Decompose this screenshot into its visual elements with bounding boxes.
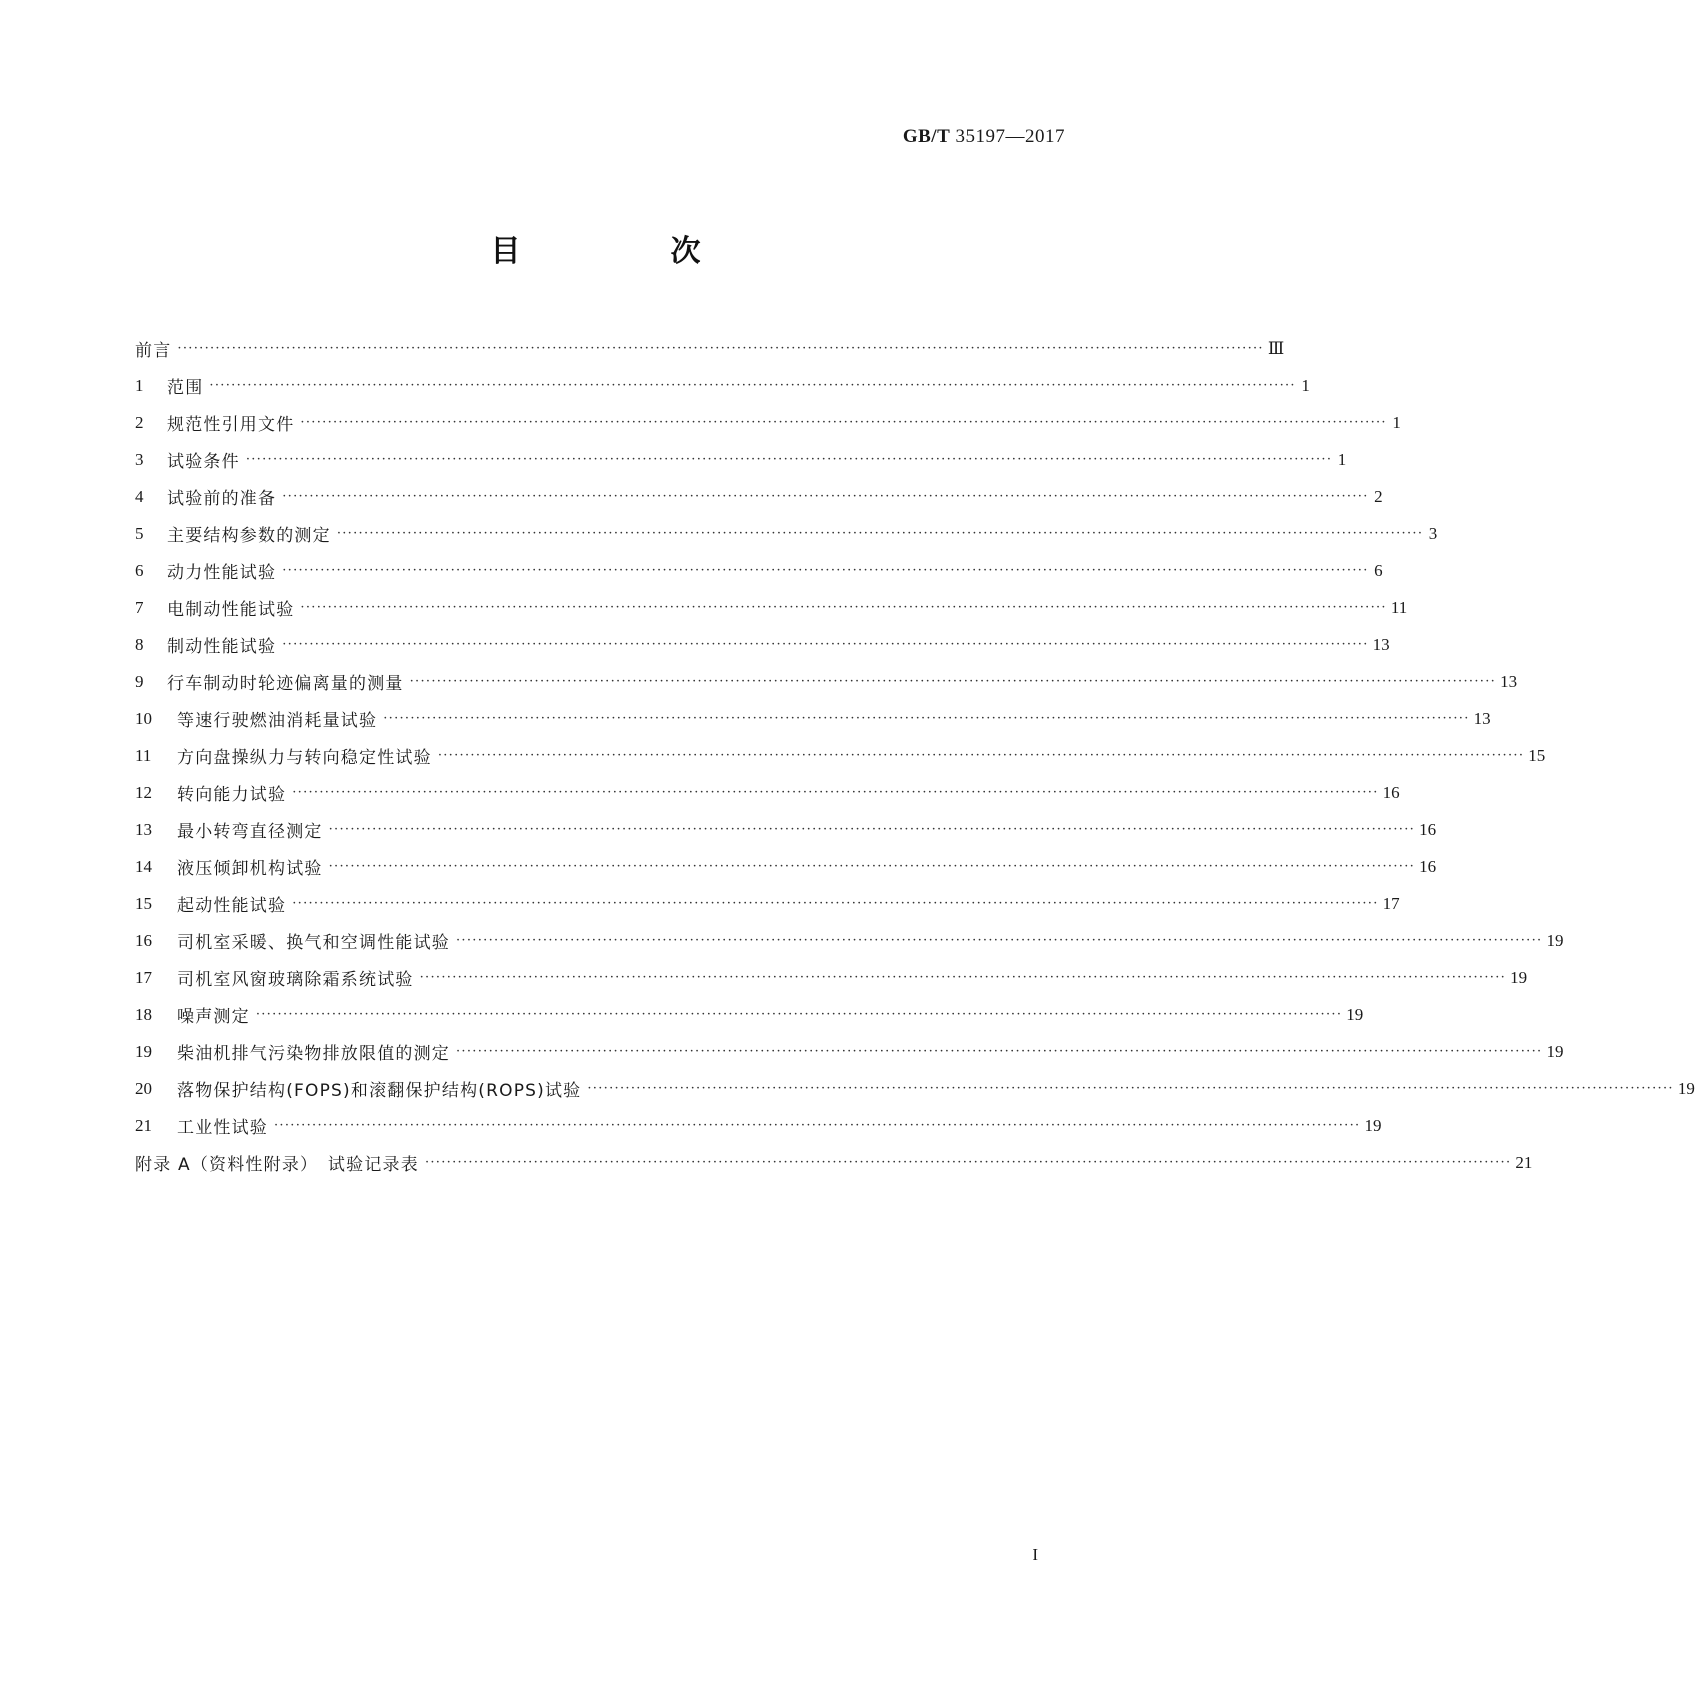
toc-entry[interactable] (135, 1107, 1382, 1144)
toc-entry-title: 柴油机排气污染物排放限值的测定 (177, 1044, 450, 1064)
toc-entry-number: 1 (135, 375, 144, 395)
toc-entry-title: 方向盘操纵力与转向稳定性试验 (177, 748, 432, 768)
toc-entry[interactable] (135, 330, 1285, 367)
toc-entry-title: 电制动性能试验 (167, 600, 295, 620)
toc-entry[interactable] (135, 1144, 1533, 1181)
toc-entry-title: 液压倾卸机构试验 (177, 859, 323, 879)
toc-entry-page: 19 (1510, 967, 1528, 987)
toc-entry-title: 司机室采暖、换气和空调性能试验 (177, 933, 450, 953)
toc-dot-leader: ········································································································································································································ (292, 896, 1379, 911)
toc-entry-page: 15 (1528, 745, 1546, 765)
toc-dot-leader: ········································································································································································································ (245, 452, 1333, 467)
standard-code (903, 126, 1065, 148)
toc-entry-number: 20 (135, 1078, 152, 1098)
toc-entry-title: 制动性能试验 (167, 637, 277, 657)
toc-entry-number: 9 (135, 671, 144, 691)
toc-entry-title: 试验条件 (167, 452, 240, 472)
toc-entry[interactable] (135, 515, 1438, 552)
toc-entry-title: 司机室风窗玻璃除霜系统试验 (177, 970, 414, 990)
toc-dot-leader: ········································································································································································································ (274, 1118, 1361, 1133)
toc-entry[interactable] (135, 367, 1310, 404)
toc-entry[interactable] (135, 885, 1400, 922)
toc-entry-title: 工业性试验 (177, 1118, 268, 1138)
page-title: 目 次 (490, 234, 761, 269)
toc-entry-number: 4 (135, 486, 144, 506)
toc-entry-number: 19 (135, 1041, 152, 1061)
toc-entry-page: 19 (1546, 1041, 1564, 1061)
toc-entry-page: 1 (1392, 412, 1401, 432)
toc-entry-page: 1 (1337, 449, 1347, 469)
toc-entry[interactable] (135, 1070, 1695, 1107)
toc-entry[interactable] (135, 478, 1383, 515)
toc-entry-number: 14 (135, 856, 152, 876)
toc-entry-title: 行车制动时轮迹偏离量的测量 (167, 674, 404, 694)
toc-entry-page: 19 (1364, 1115, 1382, 1135)
toc-entry-page: Ⅲ (1267, 338, 1285, 358)
toc-entry-number: 21 (135, 1115, 152, 1135)
toc-entry-number: 13 (135, 819, 152, 839)
toc-entry-number: 11 (135, 745, 152, 765)
toc-dot-leader: ········································································································································································································ (437, 748, 1525, 763)
toc-entry[interactable] (135, 404, 1401, 441)
toc-entry-number: 12 (135, 782, 152, 802)
toc-entry-page: 13 (1500, 671, 1518, 691)
toc-dot-leader: ········································································································································································································ (255, 1007, 1343, 1022)
toc-entry-number: 18 (135, 1004, 152, 1024)
toc-dot-leader: ········································································································································································································ (177, 341, 1264, 356)
toc-entry[interactable] (135, 663, 1518, 700)
toc-entry-page: 16 (1419, 856, 1437, 876)
toc-entry-page: 19 (1677, 1078, 1695, 1098)
toc-entry[interactable] (135, 700, 1491, 737)
toc-dot-leader: ········································································································································································································ (409, 674, 1497, 689)
toc-dot-leader: ········································································································································································································ (300, 600, 1387, 615)
toc-entry-title: 试验前的准备 (167, 489, 277, 509)
toc-dot-leader: ········································································································································································································ (292, 785, 1379, 800)
toc-dot-leader: ········································································································································································································ (282, 489, 1369, 504)
toc-dot-leader: ········································································································································································································ (456, 1044, 1543, 1059)
toc-entry[interactable] (135, 626, 1390, 663)
toc-entry-page: 13 (1473, 708, 1491, 728)
toc-entry-number: 3 (135, 449, 144, 469)
toc-dot-leader: ········································································································································································································ (328, 859, 1416, 874)
toc-entry-page: 19 (1346, 1004, 1364, 1024)
toc-entry-number: 5 (135, 523, 144, 543)
toc-entry-title: 转向能力试验 (177, 785, 287, 805)
toc-entry-title: 前言 (135, 341, 172, 361)
toc-dot-leader: ········································································································································································································ (209, 378, 1296, 393)
page-number: I (1032, 1545, 1038, 1564)
standard-number: 35197—2017 (955, 126, 1065, 147)
toc-entry[interactable] (135, 811, 1437, 848)
toc-entry-title: 最小转弯直径测定 (177, 822, 323, 842)
toc-dot-leader: ········································································································································································································ (282, 563, 1369, 578)
toc-entry[interactable] (135, 774, 1400, 811)
toc-entry-number: 17 (135, 967, 152, 987)
toc-entry[interactable] (135, 1033, 1564, 1070)
toc-dot-leader: ········································································································································································································ (328, 822, 1416, 837)
toc-entry-number: 6 (135, 560, 144, 580)
toc-entry-title: 动力性能试验 (167, 563, 277, 583)
toc-entry-page: 2 (1374, 486, 1383, 506)
toc-entry-page: 6 (1374, 560, 1383, 580)
toc-dot-leader: ········································································································································································································ (383, 711, 1470, 726)
standard-prefix: GB/T (902, 126, 951, 147)
toc-entry-title: 等速行驶燃油消耗量试验 (177, 711, 378, 731)
toc-entry[interactable] (135, 441, 1347, 478)
toc-entry-title: 范围 (167, 378, 204, 398)
toc-entry-page: 13 (1372, 634, 1390, 654)
toc-entry-number: 10 (135, 708, 152, 728)
toc-entry-title: 落物保护结构(FOPS)和滚翻保护结构(ROPS)试验 (177, 1081, 582, 1101)
table-of-contents (135, 330, 1695, 1181)
toc-entry[interactable] (135, 996, 1364, 1033)
toc-entry[interactable] (135, 959, 1528, 996)
toc-entry-number: 16 (135, 930, 152, 950)
toc-entry-page: 1 (1301, 375, 1310, 395)
toc-entry[interactable] (135, 922, 1564, 959)
toc-entry-number: 7 (135, 597, 144, 617)
toc-dot-leader: ········································································································································································································ (424, 1155, 1512, 1170)
toc-dot-leader: ········································································································································································································ (300, 415, 1387, 430)
toc-entry-page: 11 (1390, 597, 1408, 617)
toc-entry[interactable] (135, 589, 1408, 626)
toc-entry-title: 主要结构参数的测定 (167, 526, 331, 546)
toc-entry-page: 16 (1419, 819, 1437, 839)
toc-entry-number: 2 (135, 412, 144, 432)
toc-entry-title: 附录 A（资料性附录） 试验记录表 (135, 1155, 419, 1175)
toc-dot-leader: ········································································································································································································ (587, 1081, 1674, 1096)
toc-entry-page: 19 (1546, 930, 1564, 950)
toc-entry[interactable] (135, 737, 1546, 774)
toc-dot-leader: ········································································································································································································ (419, 970, 1507, 985)
toc-entry-page: 16 (1382, 782, 1400, 802)
toc-entry[interactable] (135, 848, 1437, 885)
toc-dot-leader: ········································································································································································································ (336, 526, 1424, 541)
toc-dot-leader: ········································································································································································································ (282, 637, 1369, 652)
toc-entry-title: 规范性引用文件 (167, 415, 295, 435)
toc-entry-page: 21 (1515, 1152, 1533, 1172)
toc-entry-title: 起动性能试验 (177, 896, 287, 916)
toc-entry[interactable] (135, 552, 1383, 589)
toc-entry-title: 噪声测定 (177, 1007, 250, 1027)
toc-dot-leader: ········································································································································································································ (456, 933, 1543, 948)
toc-entry-number: 15 (135, 893, 152, 913)
toc-entry-page: 17 (1382, 893, 1400, 913)
toc-entry-page: 3 (1428, 523, 1438, 543)
toc-entry-number: 8 (135, 634, 144, 654)
